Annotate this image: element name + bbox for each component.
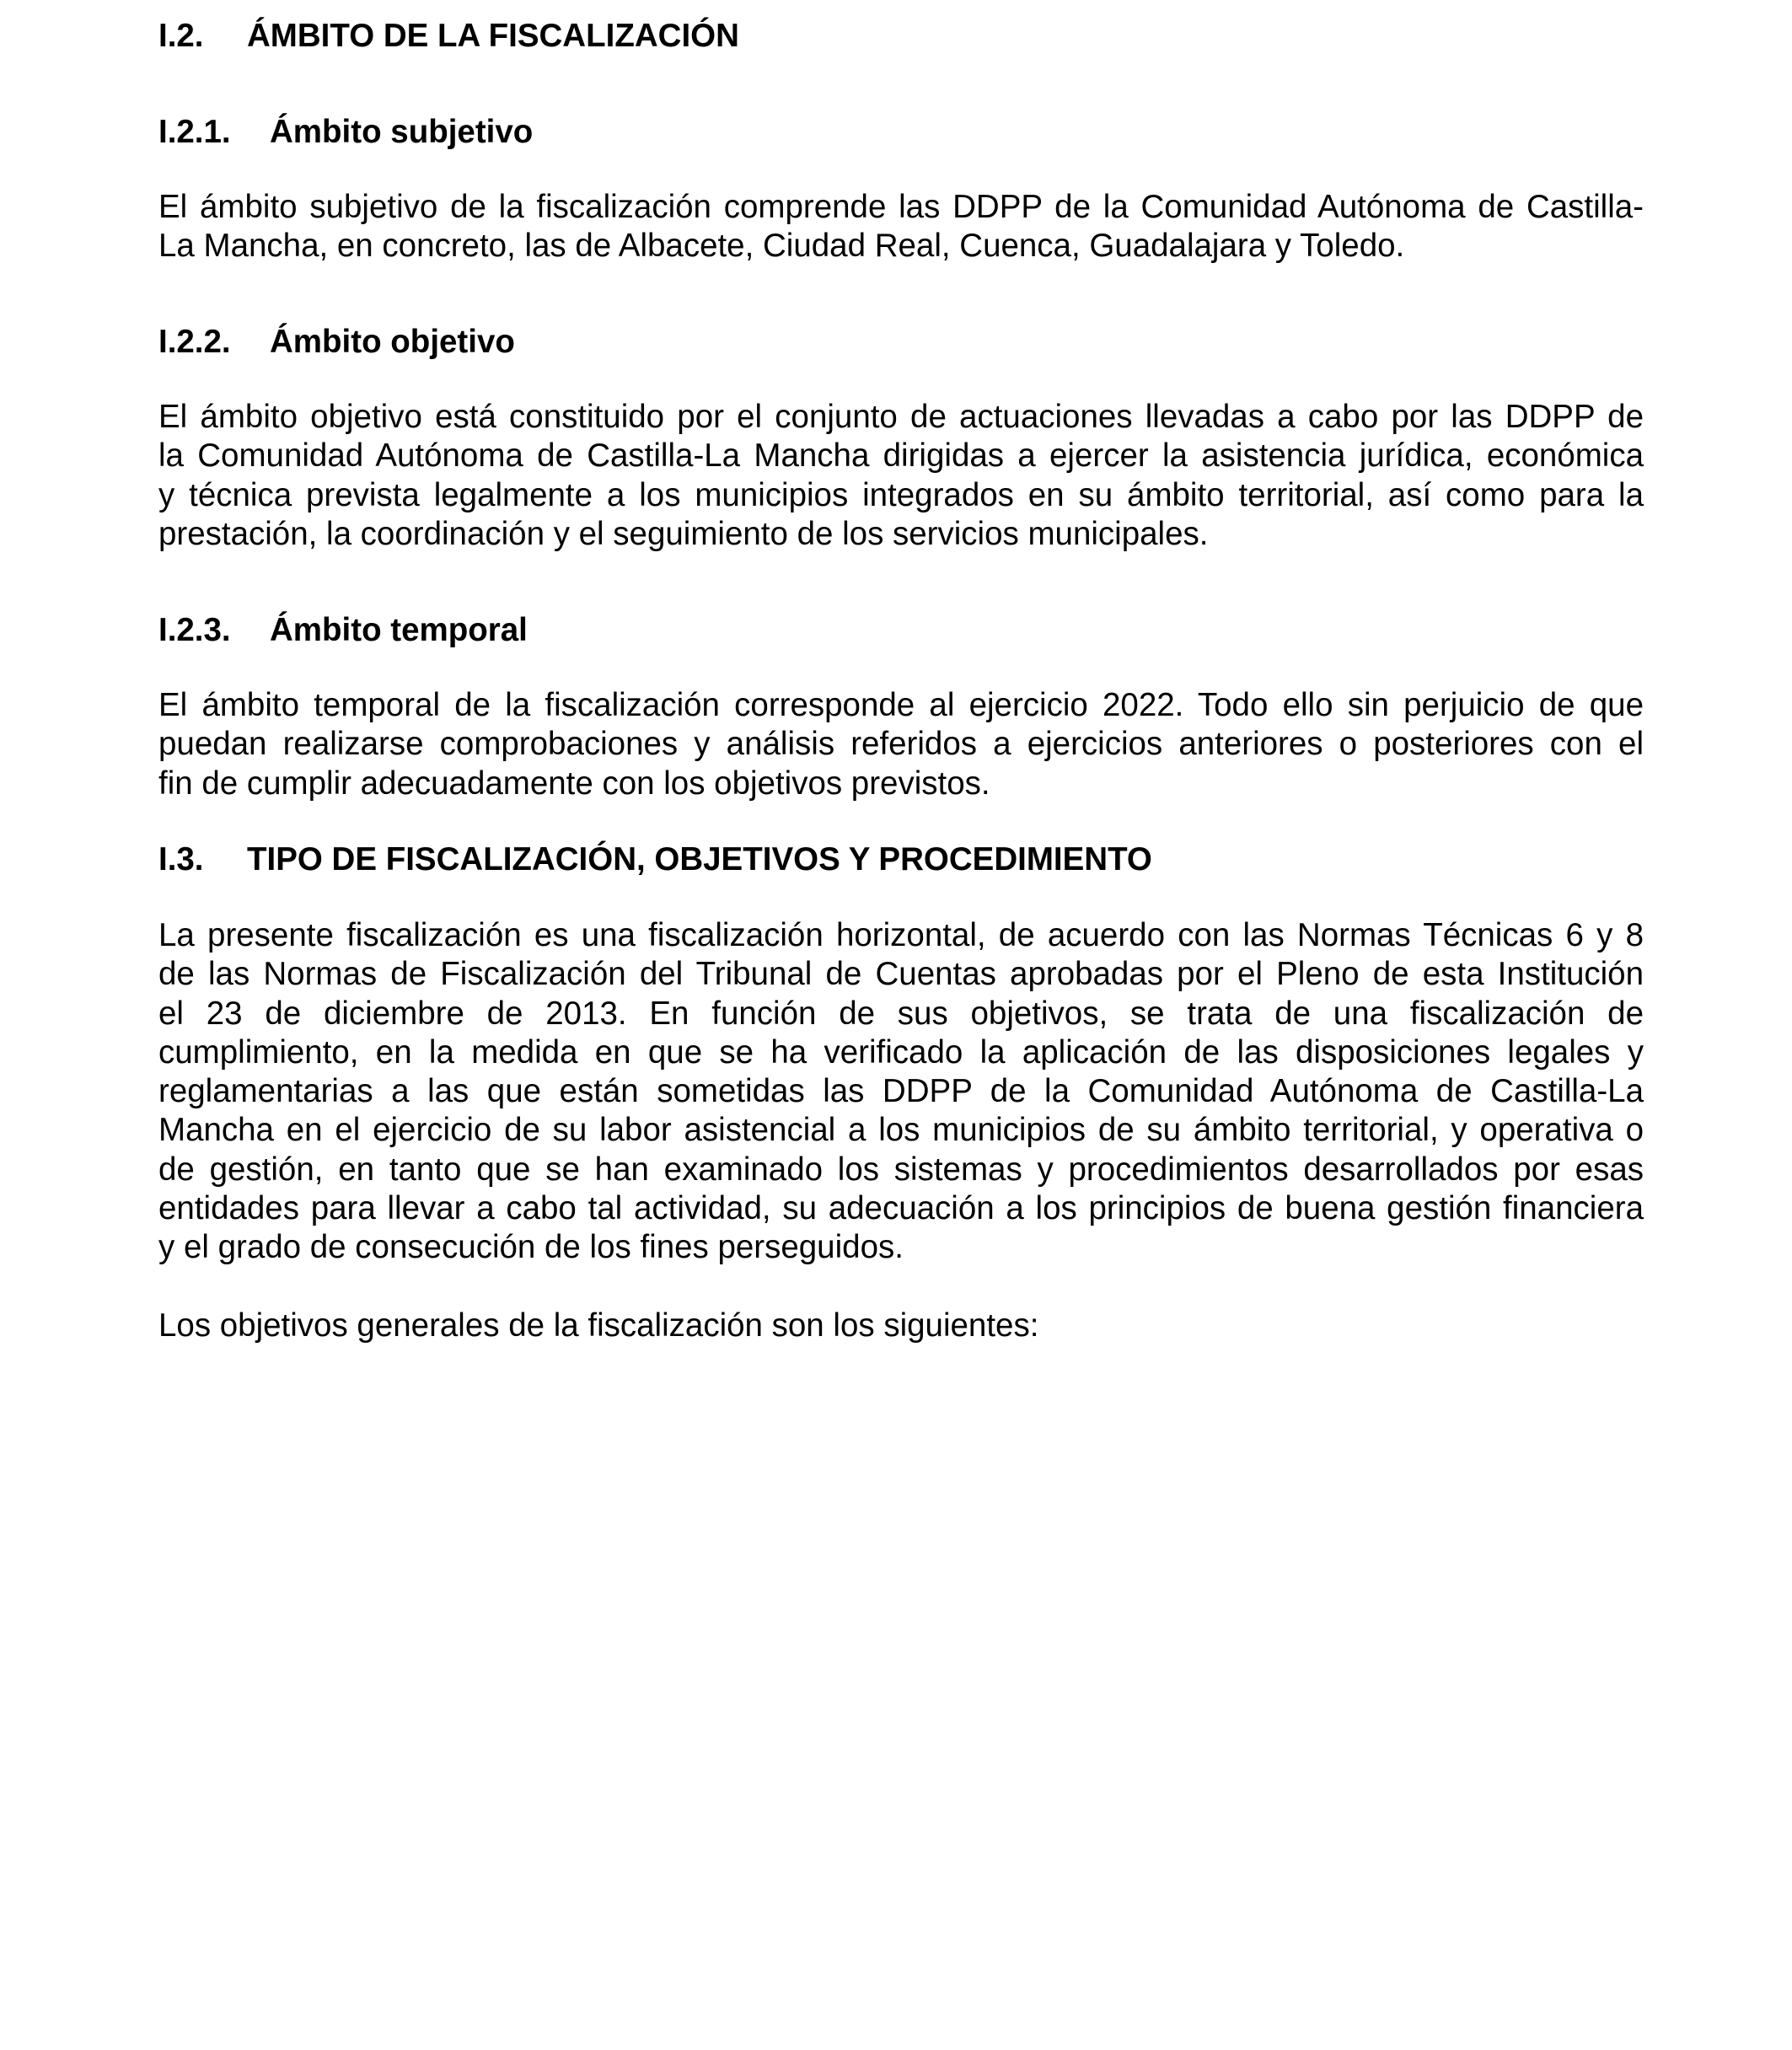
text-line: reglamentarias a las que están sometidas las DDPP de la Comunidad Autónoma de Castilla-La [158,1073,1644,1110]
text-line: entidades para llevar a cabo tal actividad, su adecuación a los principios de buena gestión financiera [158,1190,1644,1227]
section-number: I.2.2. [158,324,231,360]
text-line: Mancha en el ejercicio de su labor asistencial a los municipios de su ámbito territorial, y operativa o [158,1112,1644,1149]
paragraph-objetivos-intro [158,1307,1644,1345]
section-title: ÁMBITO DE LA FISCALIZACIÓN [247,18,739,54]
section-heading-1-2 [158,17,739,56]
text-line: El ámbito objetivo está constituido por el conjunto de actuaciones llevadas a cabo por las DDPP de [158,399,1644,435]
text-line: de gestión, en tanto que se han examinado los sistemas y procedimientos desarrollados por esas [158,1151,1644,1188]
text-line: de las Normas de Fiscalización del Tribunal de Cuentas aprobadas por el Pleno de esta Institución [158,956,1644,993]
section-title: TIPO DE FISCALIZACIÓN, OBJETIVOS Y PROCEDIMIENTO [247,841,1152,877]
text-line: y el grado de consecución de los fines perseguidos. [158,1229,904,1266]
section-heading-1-2-2 [158,323,515,362]
text-line: la Comunidad Autónoma de Castilla-La Mancha dirigidas a ejercer la asistencia jurídica, económica [158,437,1644,475]
section-number: I.2.1. [158,114,231,150]
paragraph-ambito-objetivo [158,398,1644,554]
text-line: El ámbito subjetivo de la fiscalización comprende las DDPP de la Comunidad Autónoma de Castilla- [158,189,1644,225]
section-title: Ámbito objetivo [270,324,515,360]
text-line: La Mancha, en concreto, las de Albacete, Ciudad Real, Cuenca, Guadalajara y Toledo. [158,228,1405,265]
text-line: el 23 de diciembre de 2013. En función de sus objetivos, se trata de una fiscalización de [158,995,1644,1032]
text-line: Los objetivos generales de la fiscalización son los siguientes: [158,1307,1039,1344]
section-number: I.3. [158,841,204,877]
text-line: y técnica prevista legalmente a los municipios integrados en su ámbito territorial, así como para la [158,476,1644,513]
section-heading-1-2-3 [158,611,528,650]
text-line: La presente fiscalización es una fiscalización horizontal, de acuerdo con las Normas Técnicas 6 y 8 [158,917,1644,953]
paragraph-ambito-subjetivo [158,188,1644,266]
section-number: I.2.3. [158,612,231,648]
section-number: I.2. [158,18,204,54]
section-title: Ámbito subjetivo [270,114,534,150]
text-line: cumplimiento, en la medida en que se ha verificado la aplicación de las disposiciones legales y [158,1033,1644,1071]
section-heading-1-3 [158,840,1152,879]
text-line: fin de cumplir adecuadamente con los objetivos previstos. [158,765,990,802]
text-line: prestación, la coordinación y el seguimiento de los servicios municipales. [158,515,1209,552]
text-line: El ámbito temporal de la fiscalización corresponde al ejercicio 2022. Todo ello sin perjuicio de que [158,687,1644,723]
paragraph-tipo-fiscalizacion [158,916,1644,1268]
section-title: Ámbito temporal [270,612,528,648]
text-line: puedan realizarse comprobaciones y análisis referidos a ejercicios anteriores o posteriores con el [158,726,1644,763]
section-heading-1-2-1 [158,113,533,152]
paragraph-ambito-temporal [158,686,1644,803]
